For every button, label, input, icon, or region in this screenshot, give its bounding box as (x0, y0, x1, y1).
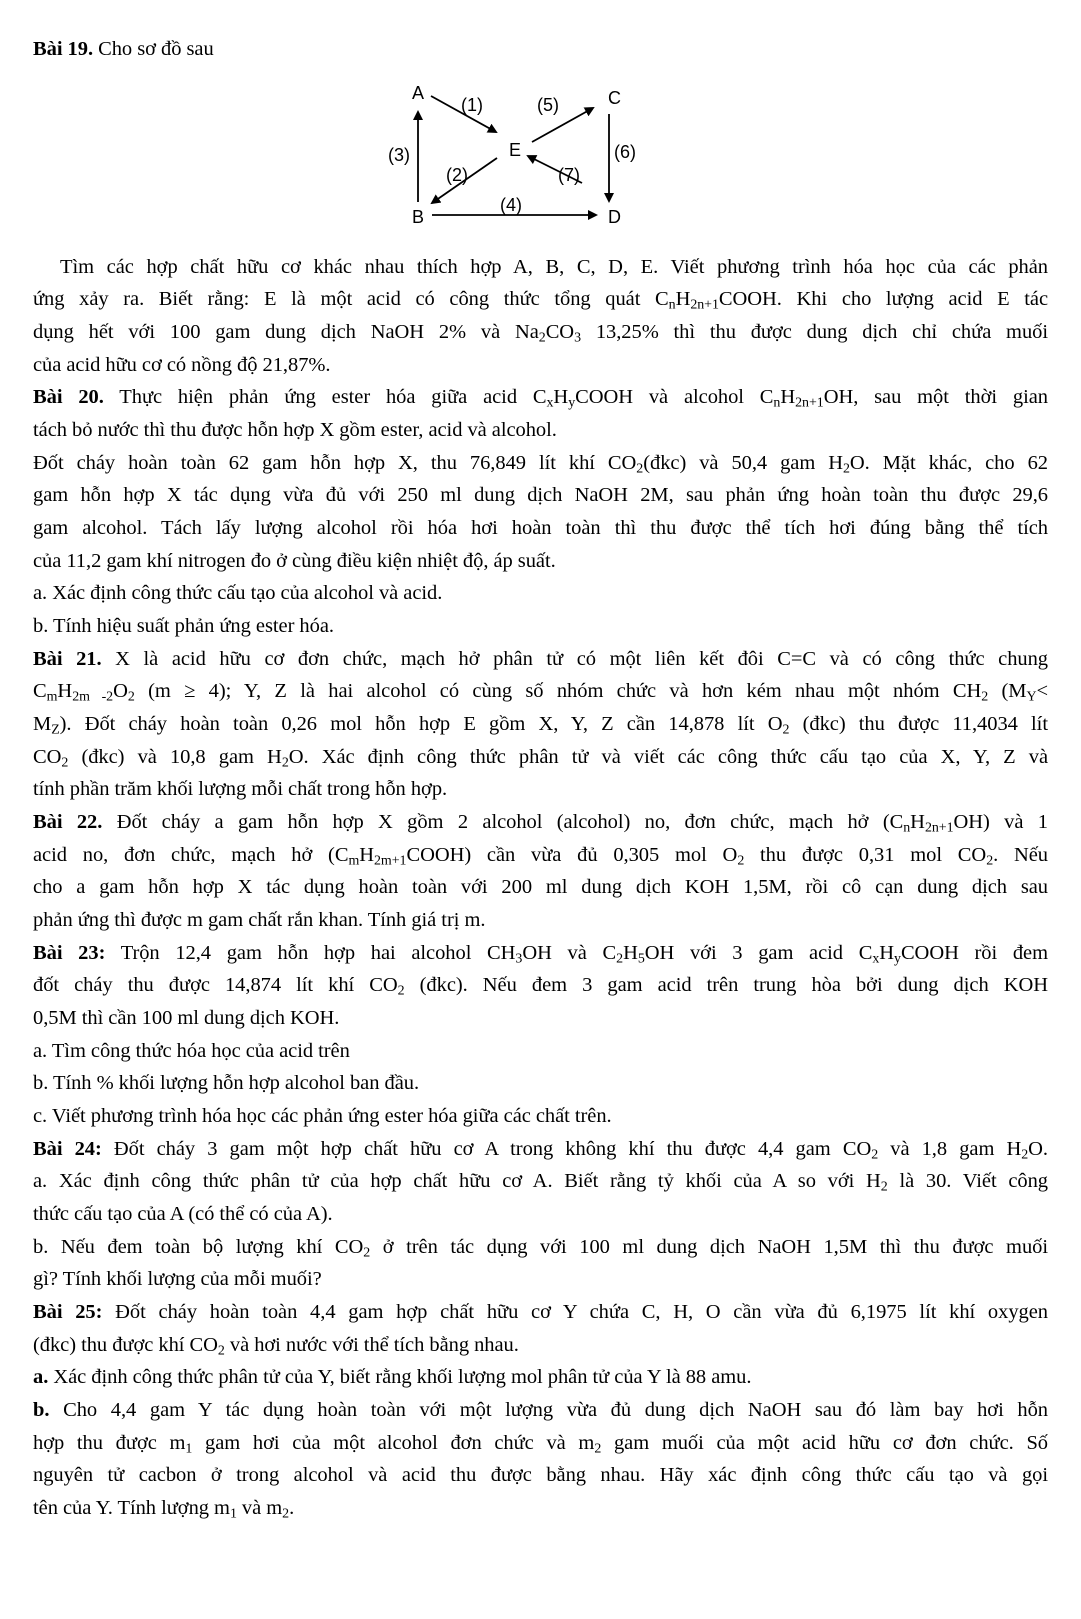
reaction-scheme-diagram (385, 80, 655, 240)
b20-line-6: của 11,2 gam khí nitrogen đo ở cùng điều kiện nhiệt độ, áp suất. (33, 550, 556, 572)
b22-line-4: phản ứng thì được m gam chất rắn khan. Tính giá trị m. (33, 909, 486, 931)
b19-line-4: của acid hữu cơ có nồng độ 21,87%. (33, 354, 331, 376)
b23-part-c: c. Viết phương trình hóa học các phản ứng ester hóa giữa các chất trên. (33, 1105, 612, 1127)
b25-line-2: (đkc) thu được khí $CO_2$ và hơi nước với thể tích bằng nhau. (33, 1334, 519, 1359)
edge-label-1: (1) (461, 95, 483, 115)
node-C: C (608, 88, 621, 108)
b19-line-1: Tìm các hợp chất hữu cơ khác nhau thích hợp A, B, C, D, E. Viết phương trình hóa học của các phản (60, 256, 1048, 278)
problem-number: Bài 20. (33, 386, 104, 408)
problem-number: Bài 25: (33, 1301, 103, 1323)
b24-line-3: thức cấu tạo của A (có thể có của A). (33, 1203, 333, 1225)
b25-part-b-line-1: b. Cho 4,4 gam Y tác dụng hoàn toàn với một lượng vừa đủ dung dịch NaOH sau đó làm bay hơi hỗn (33, 1399, 1048, 1421)
edge-label-6: (6) (614, 142, 636, 162)
node-A: A (412, 83, 425, 103)
b21-line-4: $CO_2$ (đkc) và 10,8 gam $H_2O$. Xác định công thức phân tử và viết các công thức cấu tạo của X, Y, Z và (33, 746, 1049, 771)
edge-label-7: (7) (558, 165, 580, 185)
b21-line-1: Bài 21. X là acid hữu cơ đơn chức, mạch hở phân tử có một liên kết đôi C=C và có công thức chung (33, 648, 1048, 670)
b23-part-b: b. Tính % khối lượng hỗn hợp alcohol ban đầu. (33, 1072, 420, 1094)
b22-line-1: Bài 22. Đốt cháy a gam hỗn hợp X gồm 2 alcohol (alcohol) no, đơn chức, mạch hở $(C_nH_{2n+1}OH)$ và 1 (33, 811, 1048, 836)
b24-line-5: gì? Tính khối lượng của mỗi muối? (33, 1268, 322, 1290)
b19-line-3: dụng hết với 100 gam dung dịch NaOH 2% và $Na_2CO_3$ 13,25% thì thu được dung dịch chỉ chứa muối (33, 321, 1049, 346)
node-E: E (509, 140, 522, 160)
problem-number: Bài 24: (33, 1138, 102, 1160)
problem-number: Bài 19. (33, 38, 94, 60)
b20-line-4: gam hỗn hợp X tác dụng vừa đủ với 250 ml dung dịch NaOH 2M, sau phản ứng hoàn toàn thu được 29,6 (33, 484, 1048, 506)
b23-line-3: 0,5M thì cần 100 ml dung dịch KOH. (33, 1007, 340, 1029)
edge-label-3: (3) (388, 145, 410, 165)
b23-part-a: a. Tìm công thức hóa học của acid trên (33, 1040, 350, 1062)
b24-line-2: a. Xác định công thức phân tử của hợp chất hữu cơ A. Biết rằng tỷ khối của A so với $H_2$ là 30. Viết công (33, 1170, 1048, 1195)
b24-line-4: b. Nếu đem toàn bộ lượng khí $CO_2$ ở trên tác dụng với 100 ml dung dịch NaOH 1,5M thì thu được muối (33, 1236, 1048, 1261)
b25-line-1: Bài 25: Đốt cháy hoàn toàn 4,4 gam hợp chất hữu cơ Y chứa C, H, O cần vừa đủ 6,1975 lít khí oxygen (33, 1301, 1048, 1323)
b23-line-1: Bài 23: Trộn 12,4 gam hỗn hợp hai alcohol $CH_3OH$ và $C_2H_5OH$ với 3 gam acid $C_xH_yCOOH$ rồi đem (33, 942, 1048, 967)
problem-number: Bài 22. (33, 811, 103, 833)
edge-label-4: (4) (500, 195, 522, 215)
b20-line-5: gam alcohol. Tách lấy lượng alcohol rồi hóa hơi hoàn toàn thì thu được thể tích hơi đúng bằng thể tích (33, 517, 1048, 539)
b20-part-b: b. Tính hiệu suất phản ứng ester hóa. (33, 615, 334, 637)
b21-line-2: $C_mH_{2m -2}O_2$ (m ≥ 4); Y, Z là hai alcohol có cùng số nhóm chức và hơn kém nhau một nhóm $CH_2$ ($M_Y<$ (33, 680, 1049, 705)
b24-line-1: Bài 24: Đốt cháy 3 gam một hợp chất hữu cơ A trong không khí thu được 4,4 gam $CO_2$ và 1,8 gam $H_2O$. (33, 1138, 1048, 1163)
node-B: B (412, 207, 425, 227)
b22-line-2: acid no, đơn chức, mạch hở $(C_mH_{2m+1}COOH)$ cần vừa đủ 0,305 mol $O_2$ thu được 0,31 mol $CO_2$. Nếu (33, 844, 1048, 869)
edge-label-5: (5) (537, 95, 559, 115)
b22-line-3: cho a gam hỗn hợp X tác dụng hoàn toàn với 200 ml dung dịch KOH 1,5M, rồi cô cạn dung dịch sau (33, 876, 1048, 898)
b20-line-2: tách bỏ nước thì thu được hỗn hợp X gồm ester, acid và alcohol. (33, 419, 557, 441)
b19-line-2: ứng xảy ra. Biết rằng: E là một acid có công thức tổng quát $C_nH_{2n+1}COOH$. Khi cho lượng acid E tác (33, 288, 1048, 313)
b25-part-b-line-4: tên của Y. Tính lượng $m_1$ và $m_2$. (33, 1497, 295, 1522)
edge-label-2: (2) (446, 165, 468, 185)
b20-line-3: Đốt cháy hoàn toàn 62 gam hỗn hợp X, thu 76,849 lít khí $CO_2(đkc)$ và 50,4 gam $H_2O$. Mặt khác, cho 62 (33, 452, 1048, 477)
b21-line-3: $M_Z$). Đốt cháy hoàn toàn 0,26 mol hỗn hợp E gồm X, Y, Z cần 14,878 lít $O_2$ (đkc) thu được 11,4034 lít (33, 713, 1048, 738)
b19-heading: Bài 19. Cho sơ đồ sau (33, 38, 214, 60)
b23-line-2: đốt cháy thu được 14,874 lít khí $CO_2$ (đkc). Nếu đem 3 gam acid trên trung hòa bởi dung dịch KOH (33, 974, 1048, 999)
b25-part-b-line-3: nguyên tử cacbon ở trong alcohol và acid thu được bằng nhau. Hãy xác định công thức cấu tạo và gọi (33, 1464, 1048, 1486)
b25-part-b-line-2: hợp thu được $m_1$ gam hơi của một alcohol đơn chức và $m_2$ gam muối của một acid hữu cơ đơn chức. Số (33, 1432, 1048, 1457)
node-D: D (608, 207, 621, 227)
b20-part-a: a. Xác định công thức cấu tạo của alcohol và acid. (33, 582, 443, 604)
b20-line-1: Bài 20. Thực hiện phản ứng ester hóa giữa acid $C_xH_yCOOH$ và alcohol $C_nH_{2n+1}OH$, sau một thời gian (33, 386, 1048, 411)
b21-line-5: tính phần trăm khối lượng mỗi chất trong hỗn hợp. (33, 778, 448, 800)
b25-part-a: a. Xác định công thức phân tử của Y, biết rằng khối lượng mol phân tử của Y là 88 amu. (33, 1366, 752, 1388)
problem-number: Bài 21. (33, 648, 102, 670)
reaction-scheme-svg (385, 80, 655, 240)
problem-number: Bài 23: (33, 942, 106, 964)
